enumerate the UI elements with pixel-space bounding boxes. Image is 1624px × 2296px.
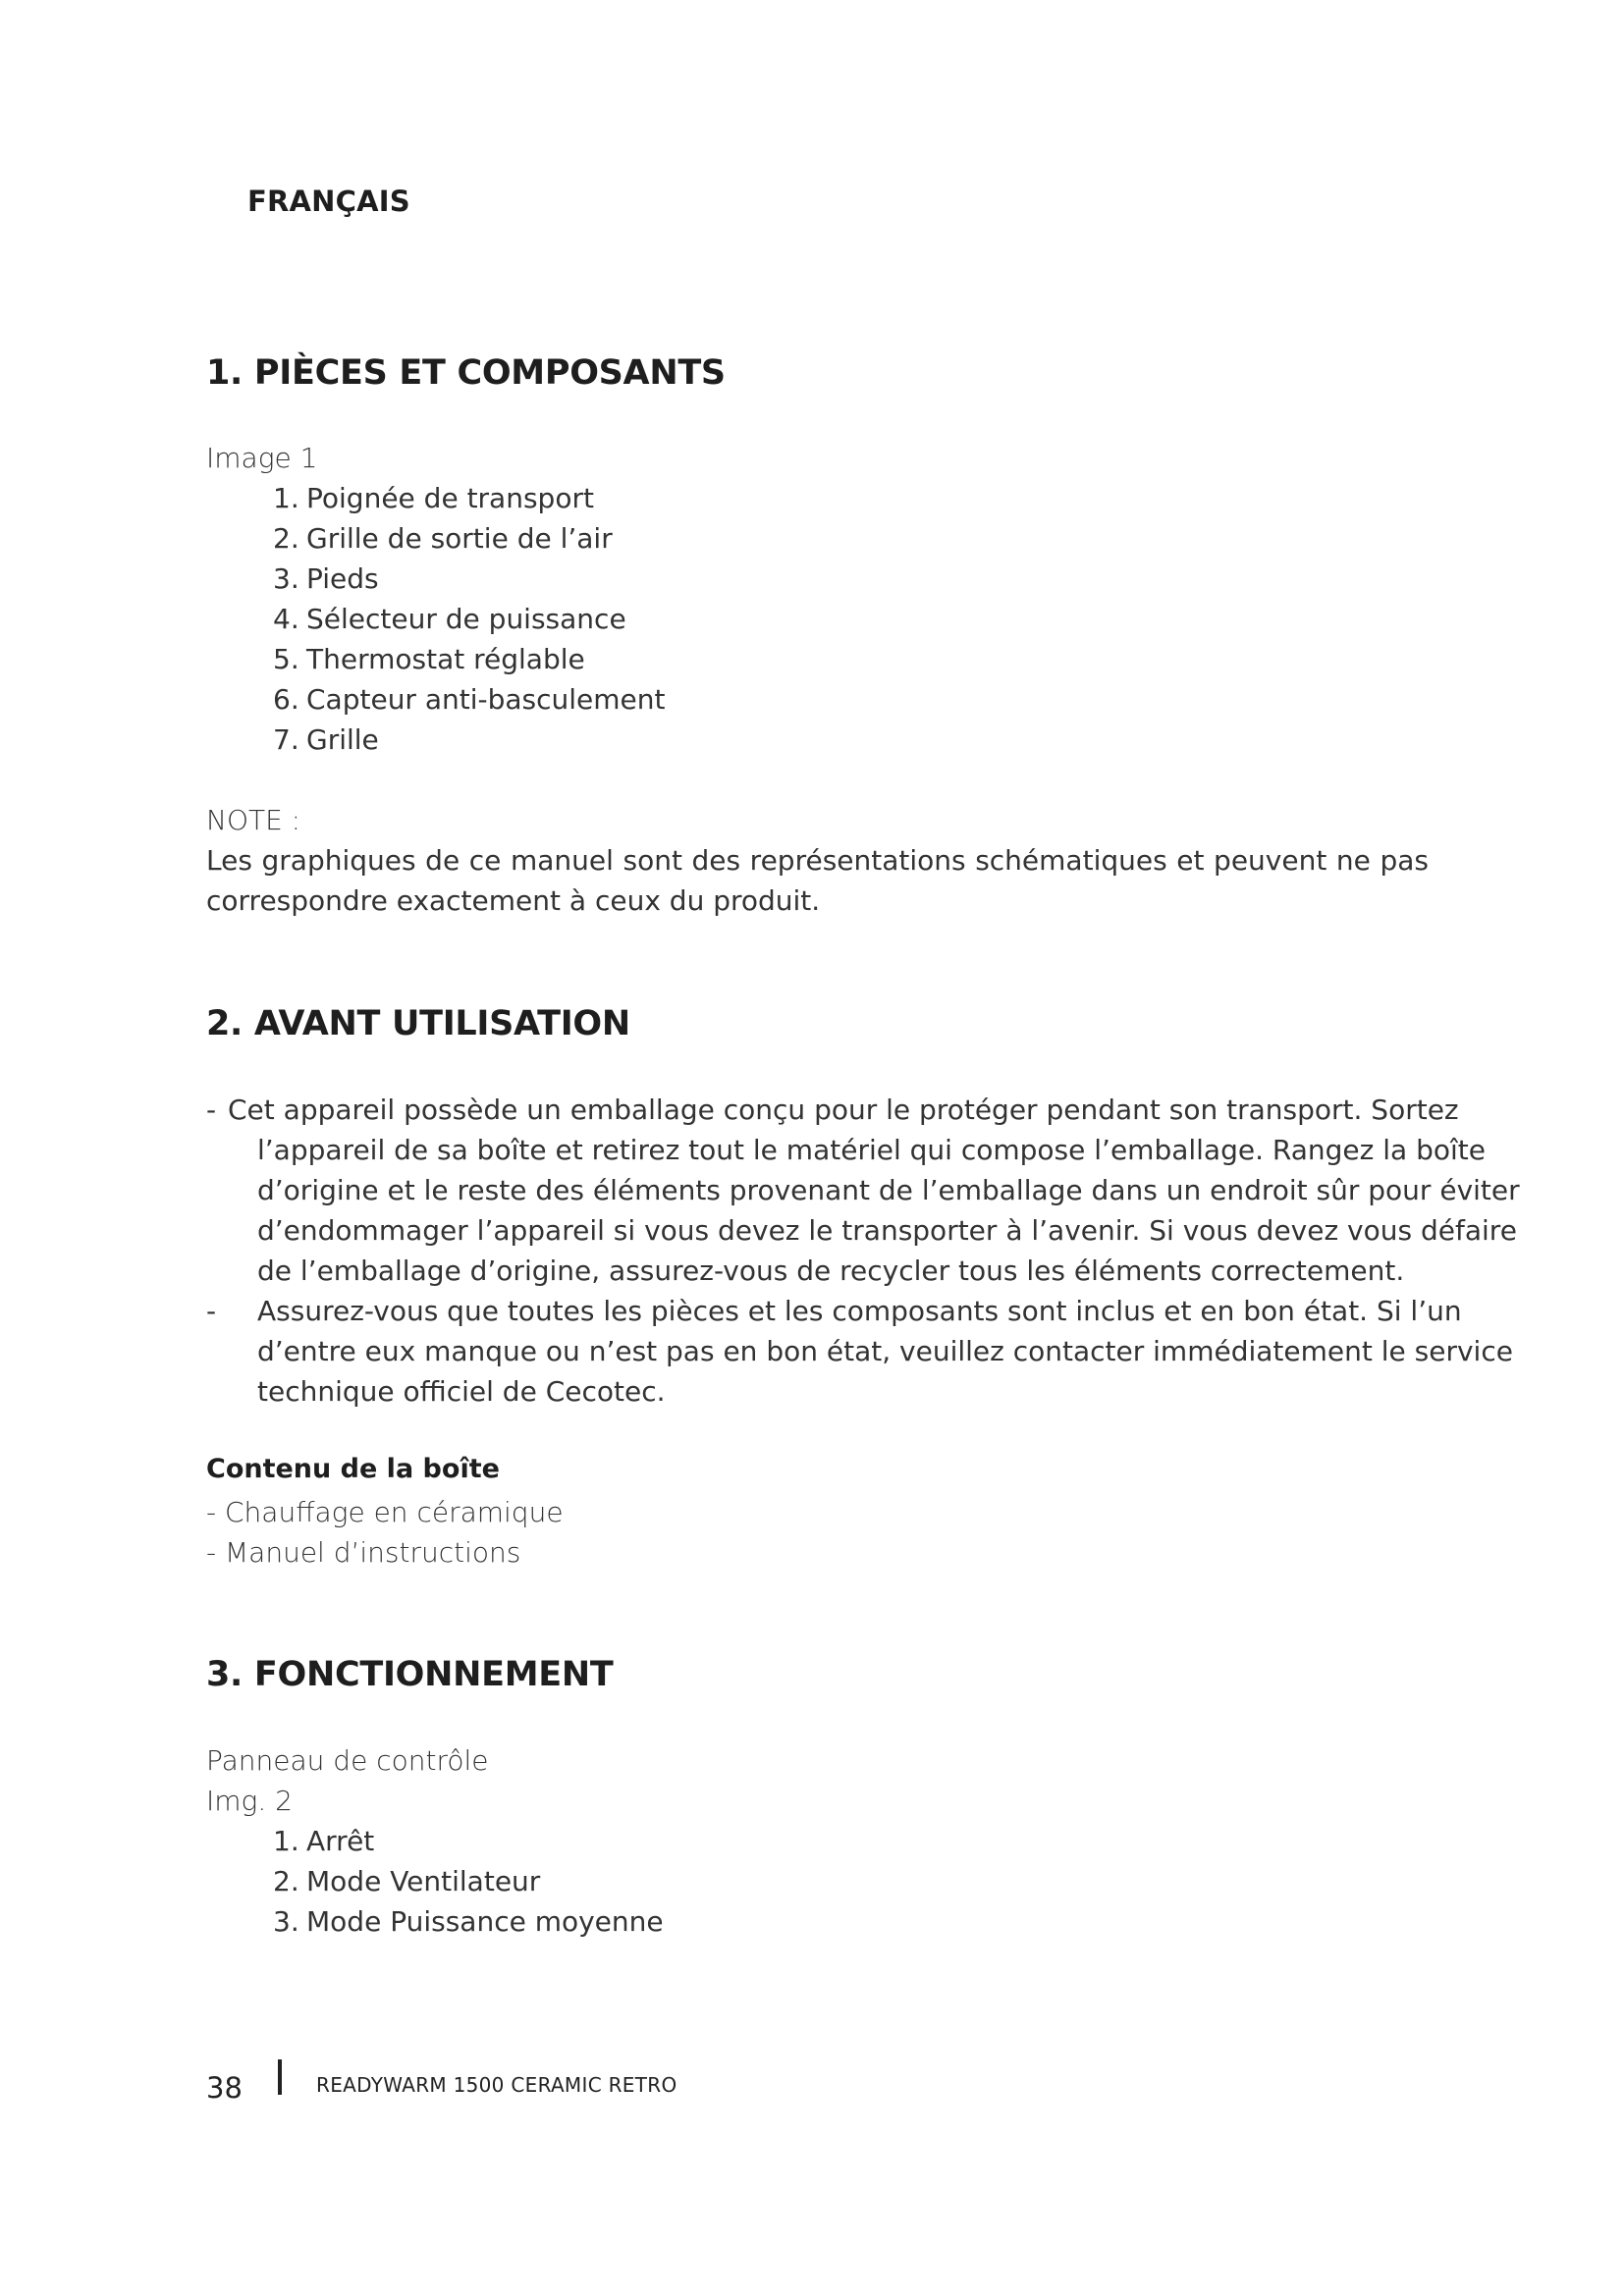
section-3-title: 3. FONCTIONNEMENT [206, 1655, 614, 1694]
list-item: 2. Mode Ventilateur [273, 1865, 541, 1897]
list-item: 6. Capteur anti-basculement [273, 683, 666, 716]
list-item: 7. Grille [273, 723, 379, 756]
parts-list [273, 478, 666, 760]
control-panel-list [273, 1821, 664, 1942]
box-contents-item: - Manuel d’instructions [206, 1536, 521, 1569]
list-item: 2. Grille de sortie de l’air [273, 522, 613, 555]
footer-divider [278, 2059, 282, 2095]
section-1-title: 1. PIÈCES ET COMPOSANTS [206, 353, 726, 393]
list-item: 4. Sélecteur de puissance [273, 603, 626, 635]
note-text: Les graphiques de ce manuel sont des représentations schématiques et peuvent ne pas correspondre exactement à ceux du produit. [206, 844, 1429, 917]
bullet-packaging: - Cet appareil possède un emballage conçu pour le protéger pendant son transport. Sortez l’appareil de sa boîte et retirez tout le matériel qui compose l’emballage. Rangez la boîte d’origine et le reste des éléments provenant de l’emballage dans un endroit sûr pour éviter d’endommager l’appareil si vous devez le transporter à l’avenir. Si vous devez vous défaire de l’emballage d’origine, assurez-vous de recycler tous les éléments correctement. [206, 1094, 1520, 1287]
language-label: FRANÇAIS [247, 185, 410, 218]
box-contents-item: - Chauffage en céramique [206, 1496, 564, 1528]
image-2-label: Img. 2 [206, 1785, 293, 1817]
control-panel-label: Panneau de contrôle [206, 1744, 489, 1777]
bullet-check-parts: - Assurez-vous que toutes les pièces et les composants sont inclus et en bon état. Si l’un d’entre eux manque ou n’est pas en bon état, veuillez contacter immédiatement le service technique officiel de Cecotec. [206, 1295, 1513, 1408]
list-item: 3. Pieds [273, 562, 379, 595]
section-2-title: 2. AVANT UTILISATION [206, 1004, 630, 1043]
box-contents-title: Contenu de la boîte [206, 1454, 500, 1484]
list-item: 1. Poignée de transport [273, 482, 594, 514]
note-label: NOTE : [206, 804, 301, 836]
footer-product-name: READYWARM 1500 CERAMIC RETRO [316, 2073, 677, 2097]
list-item: 5. Thermostat réglable [273, 643, 585, 675]
list-item: 1. Arrêt [273, 1825, 375, 1857]
image-1-label: Image 1 [206, 442, 318, 474]
list-item: 3. Mode Puissance moyenne [273, 1905, 664, 1938]
page-number: 38 [206, 2071, 243, 2105]
